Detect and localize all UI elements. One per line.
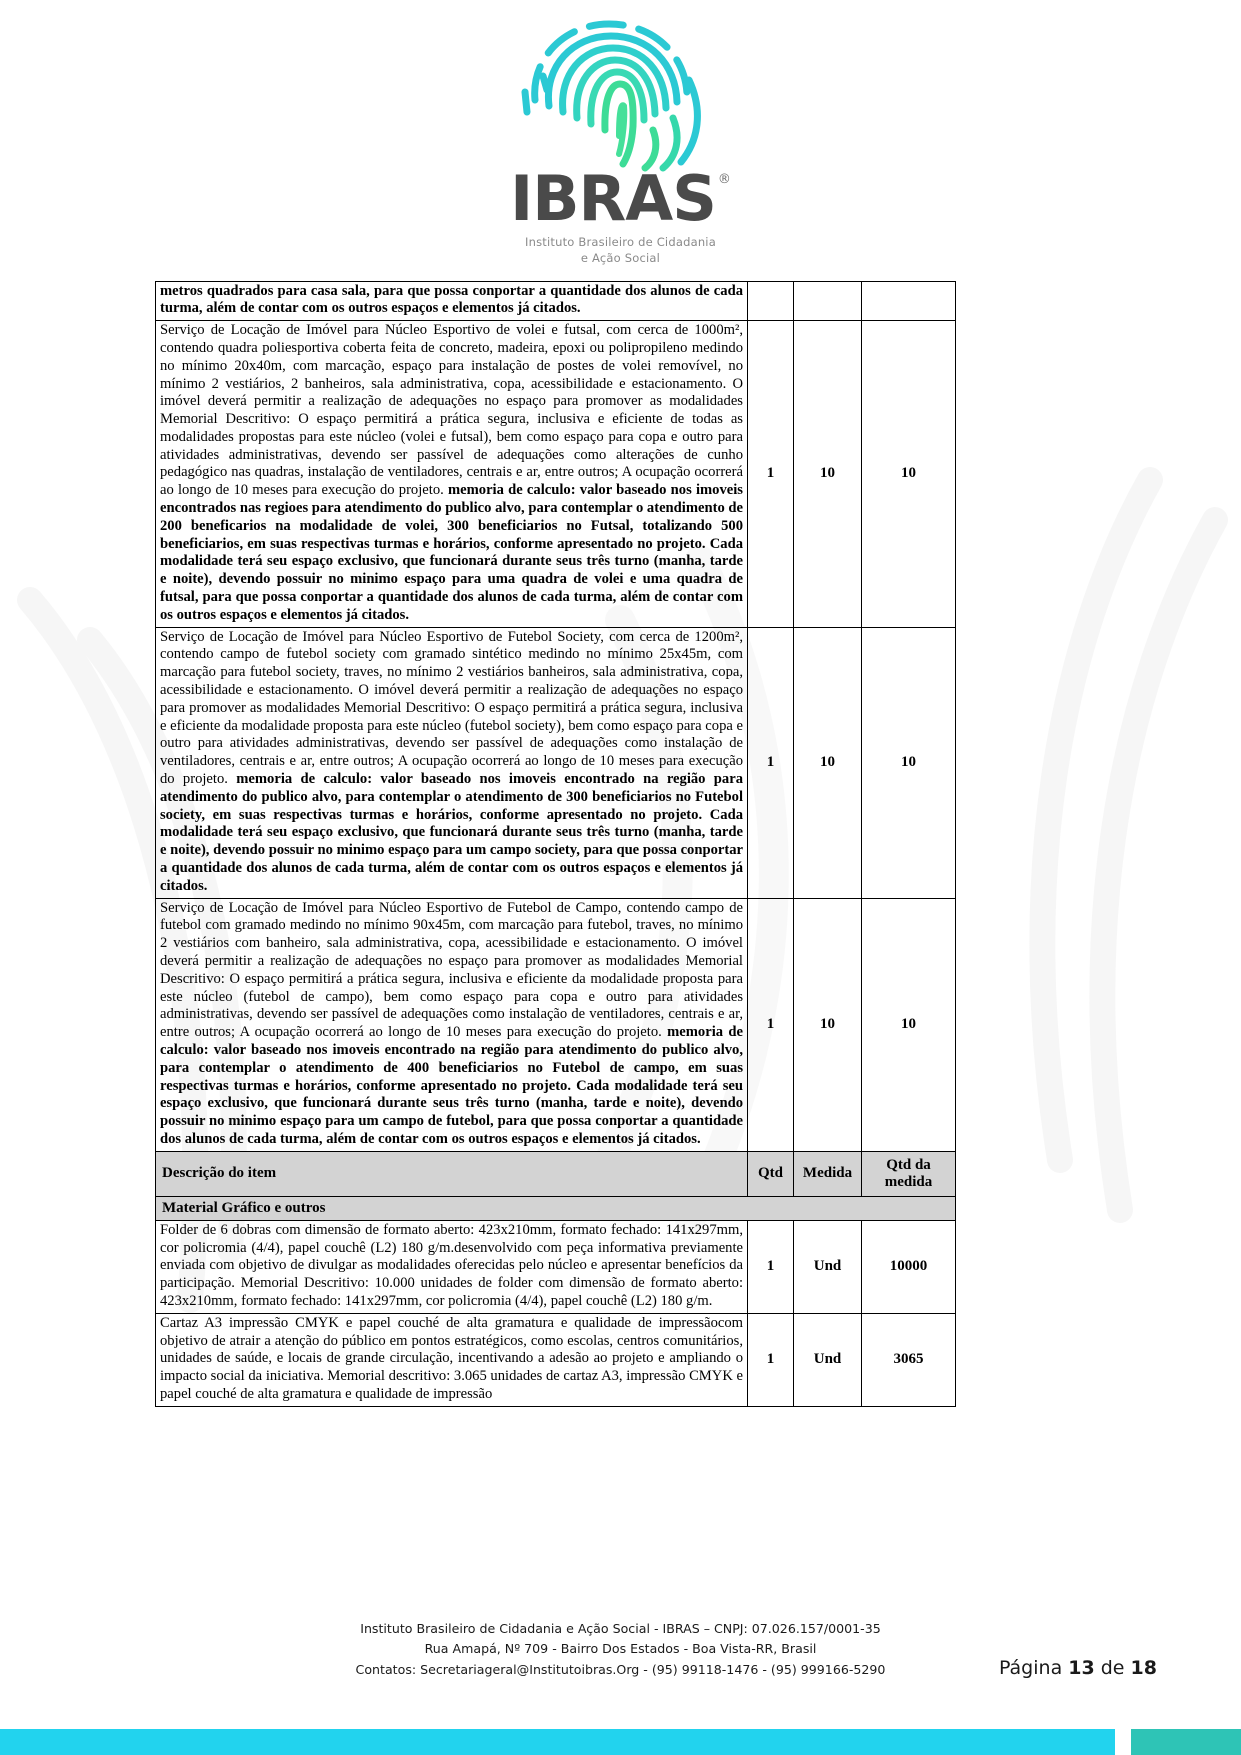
row-description-cell xyxy=(156,1313,748,1406)
row-description-cell xyxy=(156,1220,748,1313)
items-table xyxy=(155,281,956,1407)
registered-trademark-icon: ® xyxy=(717,172,731,187)
footer-line-2: Rua Amapá, Nº 709 - Bairro Dos Estados - Boa Vista-RR, Brasil xyxy=(424,1641,817,1657)
row-qtdmedida-cell: 10 xyxy=(862,898,956,1151)
items-table-container xyxy=(155,281,1086,1407)
row-medida-cell: 10 xyxy=(794,321,862,628)
page-number-prefix: Página xyxy=(998,1657,1069,1679)
row-description-cell xyxy=(156,627,748,898)
page-number-total: 18 xyxy=(1130,1657,1157,1679)
row-futebol-society-text: Serviço de Locação de Imóvel para Núcleo Esportivo de Futebol Society, com cerca de 1200m², contendo campo de futebol society com gramado sintético medindo no mínimo 25x45m, com marcação para futebol society, traves, no mínimo 2 vestiários banheiros, sala administrativa, copa, acessibilidade e estacionamento. O imóvel deverá permitir a realização de adequações no espaço para promover as modalidades Memorial Descritivo: O espaço permitirá a prática segura, inclusiva e eficiente da modalidade proposta para este núcleo (futebol society), bem como espaço para copa e outro para atividades administrativas, devendo ser passível de adequações como instalação de ventiladores, centrais e ar, entre outros; A ocupação ocorrerá ao longo de 10 meses para execução do projeto. memoria de calculo: valor baseado nos imoveis encontrado na região para atendimento do publico alvo, para contemplar o atendimento de 300 beneficiarios no Futebol society, em suas respectivas turmas e horários, conforme apresentado no projeto. Cada modalidade terá seu espaço exclusivo, que funcionará durante seus três turno (manha, tarde e noite), devendo possuir no minimo espaço para um campo society, para que possa conportar a quantidade dos alunos de cada turma, além de contar com os outros espaços e elementos já citados. xyxy=(160,628,743,894)
page-number-mid: de xyxy=(1094,1657,1131,1679)
row-medida-cell: Und xyxy=(794,1313,862,1406)
table-row xyxy=(156,281,956,321)
accent-bar-cyan xyxy=(0,1729,1115,1755)
row-medida-cell: Und xyxy=(794,1220,862,1313)
row-qtdmedida-cell: 10 xyxy=(862,321,956,628)
bottom-accent-bar xyxy=(0,1729,1241,1755)
row-medida-cell xyxy=(794,281,862,321)
table-row xyxy=(156,321,956,628)
row-qtd-cell: 1 xyxy=(748,1313,794,1406)
table-row xyxy=(156,627,956,898)
logo-tagline-line2: e Ação Social xyxy=(580,250,661,265)
table-row xyxy=(156,1313,956,1406)
footer-inner xyxy=(60,1619,1181,1681)
footer-line-3: Contatos: Secretariageral@Institutoibras.Org - (95) 99118-1476 - (95) 999166-5290 xyxy=(355,1662,886,1678)
row-folder-text: Folder de 6 dobras com dimensão de formato aberto: 423x210mm, formato fechado: 141x297mm, cor policromia (4/4), papel couchê (L2) 180 g/m.desenvolvido com peça informativa previamente enviada com objetivo de divulgar as modalidades oferecidas pelo núcleo e apresentar benefícios da participação. Memorial Descritivo: 10.000 unidades de folder com dimensão de formato aberto: 423x210mm, formato fechado: 141x297mm, cor policromia (4/4), papel couchê (L2) 180 g/m. xyxy=(160,1221,743,1309)
header-qtd: Qtd xyxy=(748,1151,794,1196)
row-qtdmedida-cell: 3065 xyxy=(862,1313,956,1406)
document-header xyxy=(0,0,1241,267)
fingerprint-icon xyxy=(513,14,728,174)
row-volei-futsal-text: Serviço de Locação de Imóvel para Núcleo Esportivo de volei e futsal, com cerca de 1000m², contendo quadra poliesportiva coberta feita de concreto, madeira, epoxi ou polipropileno medindo no mínimo 20x40m, com marcação, espaço para instalação de postes de volei removível, no mínimo 2 vestiários, 2 banheiros, sala administrativa, copa, acessibilidade e estacionamento. O imóvel deverá permitir a realização de adequações no espaço para promover as modalidades Memorial Descritivo: O espaço permitirá a prática segura, inclusiva e eficiente de todas as modalidades propostas para este núcleo (volei e futsal), bem como espaço para copa e outro para atividades administrativas, devendo ser passível de adequações como alterações de cunho pedagógico nas quadras, instalação de ventiladores, centrais e ar, entre outros; A ocupação ocorrerá ao longo de 10 meses para execução do projeto. memoria de calculo: valor baseado nos imoveis encontrados nas regioes para atendimento do publico alvo, para contemplar o atendimento de 200 beneficarios na modalidade de volei, 300 beneficiarios no Futsal, totalizando 500 beneficiarios, em suas respectivas turmas e horários, conforme apresentado no projeto. Cada modalidade terá seu espaço exclusivo, que funcionará durante seus três turno (manha, tarde e noite), devendo possuir no minimo espaço para uma quadra de volei e uma quadra de futsal, para que possa conportar a quantidade dos alunos de cada turma, além de contar com os outros espaços e elementos já citados. xyxy=(160,322,743,623)
document-footer xyxy=(0,1619,1241,1681)
row-qtd-cell: 1 xyxy=(748,627,794,898)
footer-line-1: Instituto Brasileiro de Cidadania e Ação Social - IBRAS – CNPJ: 07.026.157/0001-35 xyxy=(360,1620,881,1636)
row-description-cell xyxy=(156,898,748,1151)
row-futebol-campo-text: Serviço de Locação de Imóvel para Núcleo Esportivo de Futebol de Campo, contendo campo de futebol com gramado medindo no mínimo 90x45m, com marcação para futebol, traves, no mínimo 2 vestiários com banheiro, sala administrativa, copa, acessibilidade e estacionamento. O imóvel deverá permitir a realização de adequações no espaço para promover as modalidades Memorial Descritivo: O espaço permitirá a prática segura, inclusiva e eficiente da modalidade proposta para este núcleo (futebol de campo), bem como espaço para copa e outro para atividades administrativas, devendo ser passível de adequações como instalação de ventiladores, centrais e ar, entre outros; A ocupação ocorrerá ao longo de 10 meses para execução do projeto. memoria de calculo: valor baseado nos imoveis encontrado na região para atendimento do publico alvo, para contemplar o atendimento de 400 beneficiarios no Futebol de campo, em suas respectivas turmas e horários, conforme apresentado no projeto. Cada modalidade terá seu espaço exclusivo, que funcionará durante seus três turno (manha, tarde e noite), devendo possuir no minimo espaço para um campo de futebol, para que possa conportar a quantidade dos alunos de cada turma, além de contar com os outros espaços e elementos já citados. xyxy=(160,899,743,1147)
table-header-row xyxy=(156,1151,956,1196)
header-descricao: Descrição do item xyxy=(156,1151,748,1196)
row-description-cell xyxy=(156,281,748,321)
logo-word: IBRAS xyxy=(510,162,716,235)
page-number-current: 13 xyxy=(1068,1657,1095,1679)
table-row xyxy=(156,898,956,1151)
row-qtd-cell: 1 xyxy=(748,1220,794,1313)
footer-contact-block xyxy=(356,1619,886,1681)
table-section-row xyxy=(156,1196,956,1220)
logo-tagline-line1: Instituto Brasileiro de Cidadania xyxy=(525,235,716,249)
header-qtd-da-medida: Qtd da medida xyxy=(862,1151,956,1196)
logo-wordmark xyxy=(510,162,731,235)
row-description-cell xyxy=(156,321,748,628)
row-qtd-cell: 1 xyxy=(748,898,794,1151)
ibras-logo xyxy=(510,14,731,266)
row-qtdmedida-cell xyxy=(862,281,956,321)
logo-tagline xyxy=(510,235,731,266)
row-qtdmedida-cell: 10 xyxy=(862,627,956,898)
header-medida: Medida xyxy=(794,1151,862,1196)
row-qtd-cell: 1 xyxy=(748,321,794,628)
row-qtd-cell xyxy=(748,281,794,321)
page-number xyxy=(999,1657,1157,1679)
row-cartaz-text: Cartaz A3 impressão CMYK e papel couché de alta gramatura e qualidade de impressãocom objetivo de atrair a atenção do público em pontos estratégicos, como escolas, centros comunitários, unidades de saúde, e locais de grande circulação, incentivando a adesão ao projeto e ampliando o impacto social da iniciativa. Memorial descritivo: 3.065 unidades de cartaz A3, impressão CMYK e papel couché de alta gramatura e qualidade de impressão xyxy=(160,1314,743,1402)
accent-bar-gap xyxy=(1115,1729,1131,1755)
accent-bar-teal xyxy=(1131,1729,1241,1755)
row-medida-cell: 10 xyxy=(794,898,862,1151)
row-continuation-text: metros quadrados para casa sala, para que possa conportar a quantidade dos alunos de cada turma, além de contar com os outros espaços e elementos já citados. xyxy=(160,282,743,317)
section-title: Material Gráfico e outros xyxy=(156,1196,956,1220)
table-row xyxy=(156,1220,956,1313)
row-medida-cell: 10 xyxy=(794,627,862,898)
row-qtdmedida-cell: 10000 xyxy=(862,1220,956,1313)
